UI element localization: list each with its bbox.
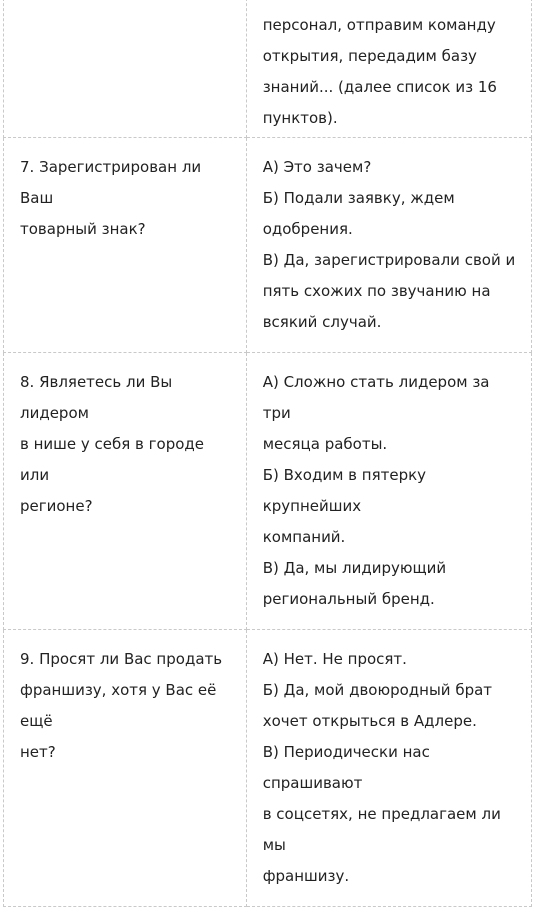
question-line: 9. Просят ли Вас продать bbox=[20, 650, 223, 668]
question-line: нет? bbox=[20, 743, 56, 761]
answer-line: В) Да, зарегистрировали свой и bbox=[262, 251, 516, 269]
answer-line: одобрения. bbox=[262, 220, 353, 238]
answer-line: открытия, передадим базу bbox=[262, 47, 477, 65]
table-row bbox=[4, 630, 532, 907]
answer-line: знаний... (далее список из 16 bbox=[262, 78, 497, 96]
table-row bbox=[4, 138, 532, 353]
question-line: 8. Являетесь ли Вы лидером bbox=[20, 373, 173, 422]
answer-line: А) Нет. Не просят. bbox=[262, 650, 407, 668]
answer-line: компаний. bbox=[262, 528, 346, 546]
answer-cell bbox=[246, 353, 531, 630]
question-line: 7. Зарегистрирован ли Ваш bbox=[20, 158, 202, 207]
answer-line: хочет открыться в Адлере. bbox=[262, 712, 477, 730]
answer-cell bbox=[246, 630, 531, 907]
answer-line: персонал, отправим команду bbox=[262, 16, 496, 34]
question-cell bbox=[4, 138, 247, 353]
answer-line: всякий случай. bbox=[262, 313, 382, 331]
table-row bbox=[4, 0, 532, 138]
answer-line: В) Периодически нас спрашивают bbox=[262, 743, 430, 792]
answer-line: франшизу. bbox=[262, 867, 350, 885]
question-cell bbox=[4, 0, 247, 138]
answer-cell bbox=[246, 138, 531, 353]
answer-line: пунктов). bbox=[262, 109, 338, 127]
answer-line: региональный бренд. bbox=[262, 590, 435, 608]
answer-line: месяца работы. bbox=[262, 435, 388, 453]
question-line: франшизу, хотя у Вас её ещё bbox=[20, 681, 217, 730]
question-line: товарный знак? bbox=[20, 220, 146, 238]
answer-line: пять схожих по звучанию на bbox=[262, 282, 491, 300]
answer-line: Б) Да, мой двоюродный брат bbox=[262, 681, 493, 699]
answer-line: А) Это зачем? bbox=[262, 158, 372, 176]
answer-cell bbox=[246, 0, 531, 138]
answer-line: в соцсетях, не предлагаем ли мы bbox=[262, 805, 501, 854]
answer-line: А) Сложно стать лидером за три bbox=[262, 373, 490, 422]
table-row bbox=[4, 353, 532, 630]
answer-line: В) Да, мы лидирующий bbox=[262, 559, 447, 577]
question-cell bbox=[4, 630, 247, 907]
questionnaire-table bbox=[3, 0, 532, 907]
answer-line: Б) Входим в пятерку крупнейших bbox=[262, 466, 427, 515]
question-line: регионе? bbox=[20, 497, 93, 515]
question-cell bbox=[4, 353, 247, 630]
question-line: в нише у себя в городе или bbox=[20, 435, 205, 484]
answer-line: Б) Подали заявку, ждем bbox=[262, 189, 455, 207]
